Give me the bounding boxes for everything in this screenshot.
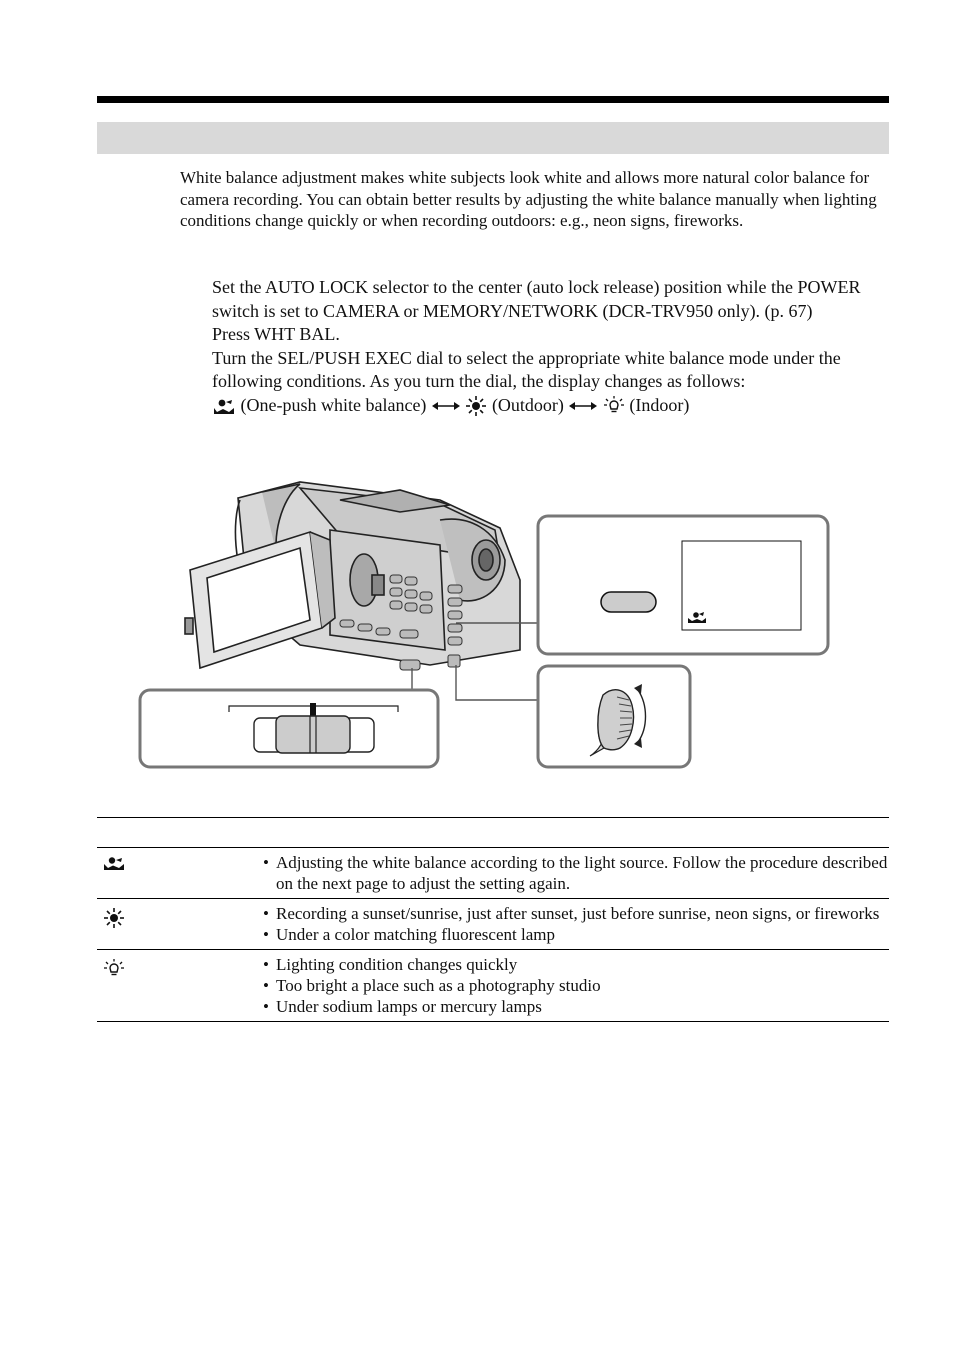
double-arrow-icon (431, 400, 461, 412)
table-top-rule (97, 817, 889, 818)
step-list (212, 276, 882, 417)
list-item: • Under a color matching fluorescent lamp (263, 924, 889, 945)
list-item: • Under sodium lamps or mercury lamps (263, 996, 889, 1017)
table-row (97, 950, 889, 1022)
dial-callout (538, 666, 690, 767)
indoor-icon (603, 395, 625, 417)
step-1: Set the AUTO LOCK selector to the center (auto lock release) position while the POWER switch is set to CAMERA or MEMORY/NETWORK (DCR-TRV950 only). (p. 67) (212, 277, 861, 321)
wht-bal-callout (538, 516, 828, 654)
indoor-icon (103, 958, 125, 980)
outdoor-icon (103, 907, 125, 929)
intro-paragraph: White balance adjustment makes white subjects look white and allows more natural color balance for camera recording. You can obtain better results by adjusting the white balance manually when lighting conditions change quickly or when recording outdoors: e.g., neon signs, fireworks. (180, 168, 877, 230)
step-3: Turn the SEL/PUSH EXEC dial to select the appropriate white balance mode under the following conditions. As you turn the dial, the display changes as follows: (212, 347, 841, 391)
auto-lock-callout (140, 690, 438, 767)
table-row (97, 848, 889, 899)
mode-sequence (212, 394, 882, 418)
list-item: • Recording a sunset/sunrise, just after sunset, just before sunrise, neon signs, or fireworks (263, 903, 889, 924)
list-item: • Lighting condition changes quickly (263, 954, 889, 975)
wht-bal-button (601, 592, 656, 612)
outdoor-icon (465, 395, 487, 417)
viewfinder-screen (682, 541, 801, 630)
outdoor-label: (Outdoor) (491, 394, 564, 415)
section-header-bar (97, 122, 889, 154)
mode-table (97, 847, 889, 1022)
list-item: • Too bright a place such as a photography studio (263, 975, 889, 996)
one-push-label: (One-push white balance) (240, 394, 427, 415)
step-2: Press WHT BAL. (212, 324, 340, 344)
camcorder-illustration (0, 470, 954, 780)
top-rule (97, 96, 889, 103)
one-push-icon (103, 856, 125, 872)
list-item: • Adjusting the white balance according to the light source. Follow the procedure described on the next page to adjust the setting again. (263, 852, 889, 894)
indoor-label: (Indoor) (629, 394, 690, 415)
auto-lock-selector (276, 716, 350, 753)
one-push-icon (212, 396, 236, 416)
double-arrow-icon (568, 400, 598, 412)
table-row (97, 899, 889, 950)
